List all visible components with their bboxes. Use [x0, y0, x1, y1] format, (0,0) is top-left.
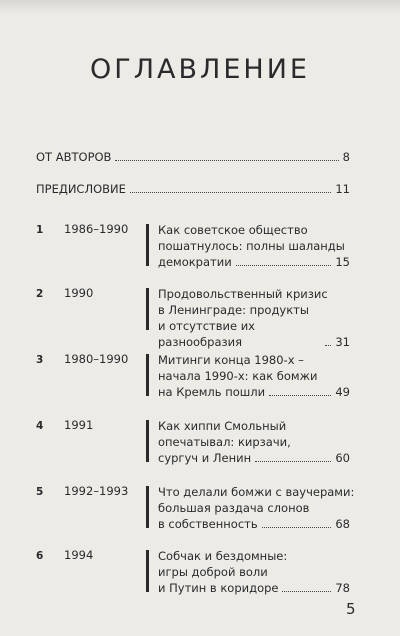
toc-entry-label: ПРЕДИСЛОВИЕ — [36, 182, 126, 196]
chapter-title — [158, 484, 355, 532]
page-title: ОГЛАВЛЕНИЕ — [90, 54, 310, 85]
chapter-title-line: Как хиппи Смольный — [158, 419, 287, 433]
chapter-title — [158, 222, 350, 270]
chapter-title-line: пошатнулось: полны шаланды — [158, 239, 345, 253]
chapter-page: 68 — [335, 517, 350, 531]
chapter-title-line: Митинги конца 1980-х – — [158, 353, 304, 367]
chapter-title-line: на Кремль пошли — [158, 385, 266, 399]
chapter-years: 1994 — [64, 548, 94, 562]
chapter-title-line: и Путин в коридоре — [158, 581, 279, 595]
chapter-divider-bar — [146, 420, 149, 462]
toc-entry-authors — [36, 150, 350, 164]
chapter-title-line: Продовольственный кризис — [158, 287, 328, 301]
chapter-number: 4 — [36, 420, 44, 432]
toc-entry-page: 8 — [342, 150, 350, 164]
chapter-divider-bar — [146, 354, 149, 396]
chapter-title — [158, 286, 350, 350]
leader-dots — [269, 395, 331, 396]
chapter-title — [158, 352, 350, 400]
chapter-number: 1 — [36, 224, 44, 236]
chapter-years: 1991 — [64, 418, 94, 432]
chapter-title-line: Как советское общество — [158, 223, 308, 237]
chapter-divider-bar — [146, 288, 149, 330]
chapter-title-line: в Ленинграде: продукты — [158, 303, 309, 317]
chapter-number: 6 — [36, 550, 44, 562]
leader-dots — [262, 527, 332, 528]
chapter-title-line: игры доброй воли — [158, 565, 268, 579]
chapter-divider-bar — [146, 224, 149, 266]
chapter-divider-bar — [146, 550, 149, 592]
chapter-title-line: демократии — [158, 255, 232, 269]
chapter-years: 1990 — [64, 286, 94, 300]
chapter-title-line: опечатывал: кирзачи, — [158, 435, 291, 449]
chapter-title-line: и отсутствие их разнообразия — [158, 319, 255, 349]
chapter-page: 15 — [335, 255, 350, 269]
leader-dots — [236, 265, 332, 266]
chapter-years: 1986–1990 — [64, 222, 129, 236]
chapter-number: 2 — [36, 288, 44, 300]
leader-dots — [255, 461, 331, 462]
chapter-page: 31 — [335, 335, 350, 349]
leader-dots — [115, 160, 338, 161]
chapter-title-line: Собчак и бездомные: — [158, 549, 288, 563]
leader-dots — [282, 591, 331, 592]
chapter-title-line: в собственность — [158, 517, 258, 531]
chapter-title — [158, 418, 350, 466]
chapter-page: 78 — [335, 581, 350, 595]
chapter-years: 1992–1993 — [64, 484, 129, 498]
chapter-number: 5 — [36, 486, 44, 498]
chapter-divider-bar — [146, 486, 149, 528]
toc-entry-label: ОТ АВТОРОВ — [36, 150, 112, 164]
toc-entry-page: 11 — [335, 182, 350, 196]
leader-dots — [325, 345, 331, 346]
previous-page-edge — [0, 0, 400, 14]
page-number: 5 — [346, 600, 356, 618]
chapter-title-line: сургуч и Ленин — [158, 451, 252, 465]
chapter-title-line: большая раздача слонов — [158, 501, 310, 515]
chapter-title-line: Что делали бомжи с ваучерами: — [158, 485, 355, 499]
chapter-page: 49 — [335, 385, 350, 399]
chapter-title — [158, 548, 350, 596]
toc-entry-preface — [36, 182, 350, 196]
chapter-years: 1980–1990 — [64, 352, 129, 366]
chapter-number: 3 — [36, 354, 44, 366]
chapter-title-line: начала 1990-х: как бомжи — [158, 369, 318, 383]
leader-dots — [130, 192, 331, 193]
chapter-page: 60 — [335, 451, 350, 465]
